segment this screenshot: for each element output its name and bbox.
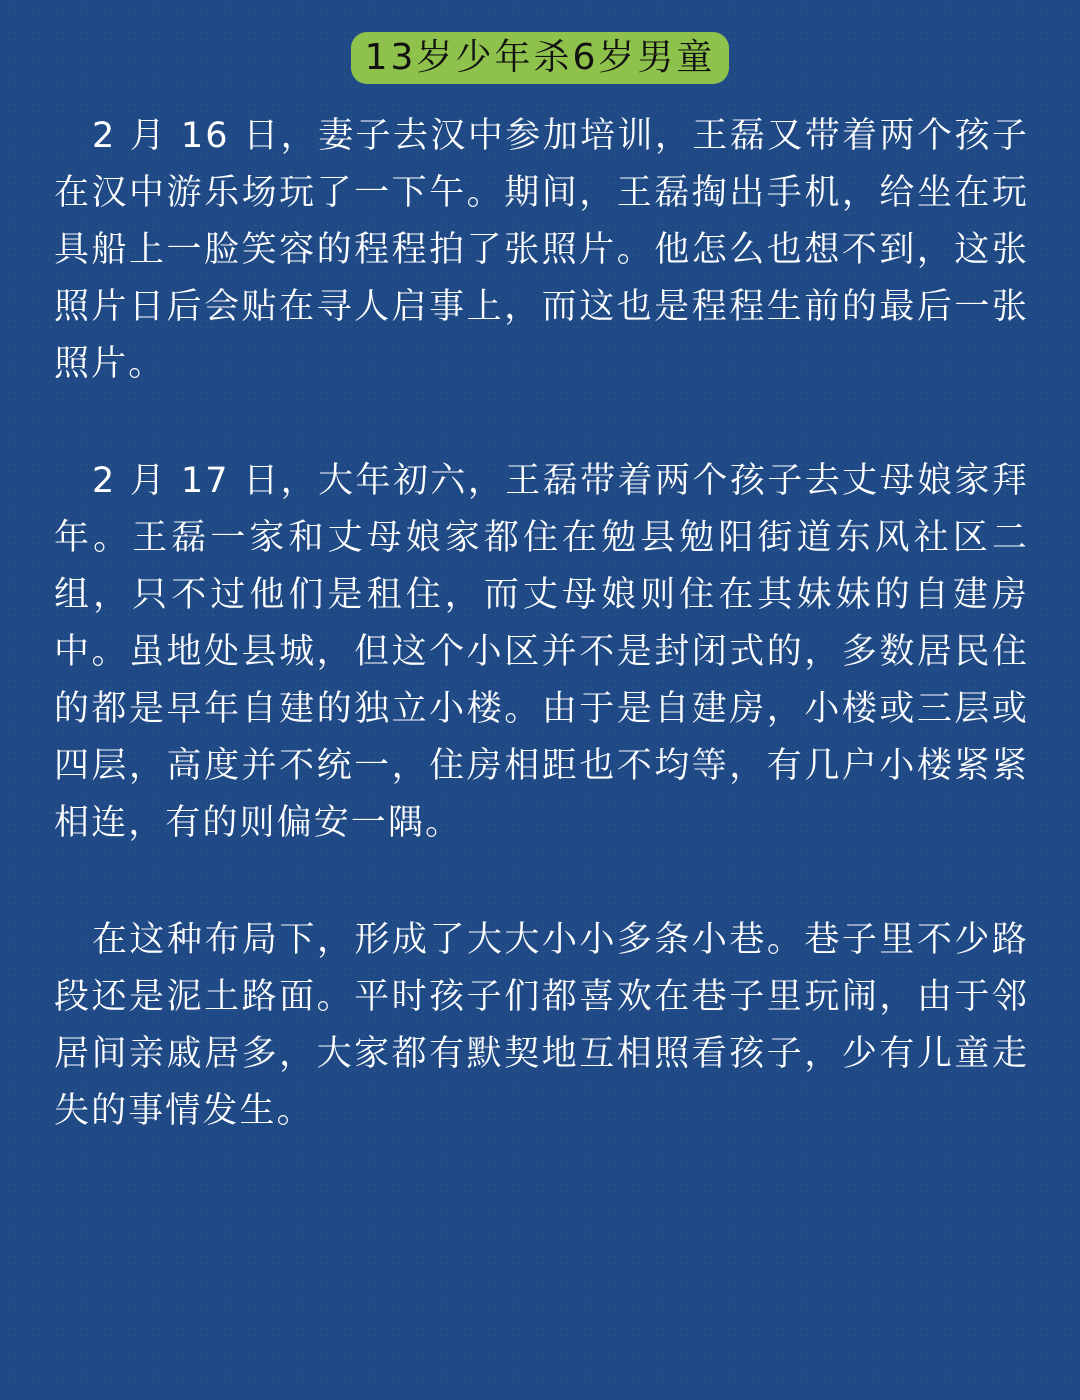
- paragraph-3: 在这种布局下，形成了大大小小多条小巷。巷子里不少路段还是泥土路面。平时孩子们都喜欢在巷子里玩闹，由于邻居间亲戚居多，大家都有默契地互相照看孩子，少有儿童走失的事情发生。: [54, 920, 1029, 1131]
- title-container: [0, 32, 1080, 84]
- article-title: 13岁少年杀6岁男童: [351, 32, 730, 84]
- paragraph-1: 2 月 16 日，妻子去汉中参加培训，王磊又带着两个孩子在汉中游乐场玩了一下午。期间，王磊掏出手机，给坐在玩具船上一脸笑容的程程拍了张照片。他怎么也想不到，这张照片日后会贴在寻人启事上，而这也是程程生前的最后一张照片。: [54, 116, 1029, 384]
- paragraph-2: 2 月 17 日，大年初六，王磊带着两个孩子去丈母娘家拜年。王磊一家和丈母娘家都住在勉县勉阳街道东风社区二组，只不过他们是租住，而丈母娘则住在其妹妹的自建房中。虽地处县城，但这个小区并不是封闭式的，多数居民住的都是早年自建的独立小楼。由于是自建房，小楼或三层或四层，高度并不统一，住房相距也不均等，有几户小楼紧紧相连，有的则偏安一隅。: [54, 461, 1029, 843]
- article-body: [54, 108, 1029, 1200]
